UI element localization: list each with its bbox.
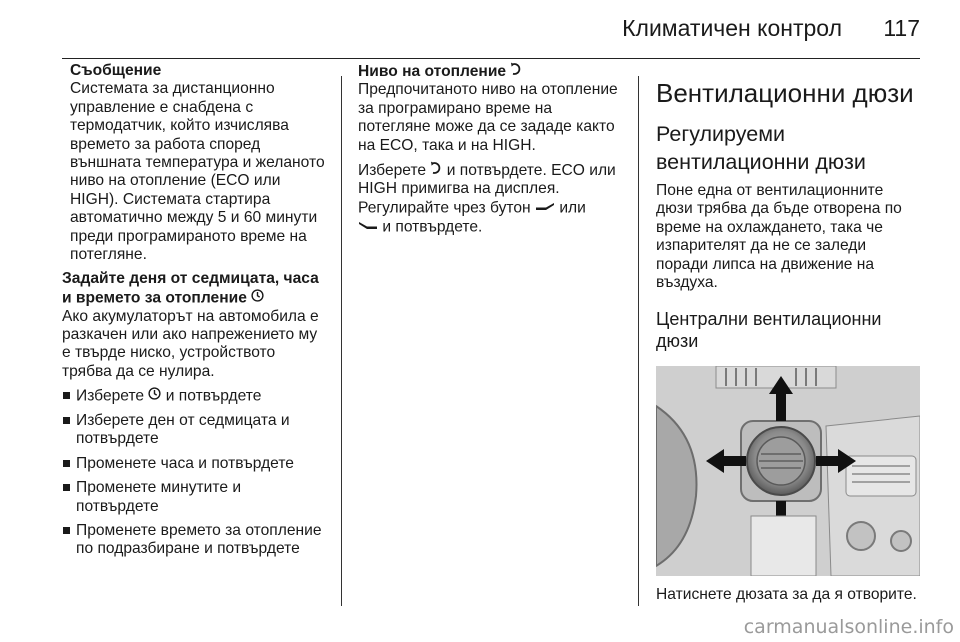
message-block <box>62 62 328 264</box>
page-number: 117 <box>883 15 920 41</box>
select-text-a: Изберете <box>358 161 427 179</box>
heating-level-text: Предпочитаното ниво на отопление за програмирано време на потегляне може да се зададе както на ECO, така и на HIGH. <box>358 81 618 154</box>
central-vent-illustration <box>656 366 920 576</box>
central-vents-heading: Централни вентилационни дюзи <box>656 309 882 352</box>
list-item: Променете времето за отопление по подразбиране и потвърдете <box>62 522 328 559</box>
column-middle <box>358 62 624 236</box>
minus-button-icon <box>535 199 555 217</box>
set-day-text: Ако акумулаторът на автомобила е разкачен или ако напрежението му е твърде ниско, устройството трябва да се нулира. <box>62 307 319 380</box>
select-text-c: или <box>559 199 586 217</box>
set-day-heading-text: Задайте деня от седмицата, часа и времето за отопление <box>62 270 319 307</box>
select-text-d: и потвърдете. <box>382 217 483 235</box>
select-heating-text <box>358 161 624 236</box>
section-title: Вентилационни дюзи <box>656 78 914 108</box>
list-item <box>62 387 328 406</box>
intro-text: Поне една от вентилационните дюзи трябва да бъде отворена по време на охлаждането, така че изпарителят да не се заледи поради липса на движение на въздуха. <box>656 182 902 292</box>
set-day-heading <box>62 270 328 307</box>
vent-illustration-svg <box>656 366 920 576</box>
step-text: Изберете <box>76 387 145 405</box>
clock-icon <box>251 289 264 307</box>
column-divider <box>341 76 342 606</box>
watermark: carmanualsonline.info <box>743 616 954 638</box>
clock-icon <box>148 387 161 405</box>
message-text: Системата за дистанционно управление е снабдена с термодатчик, който изчислява времето за работа според външната температура и желаното ниво на отопление (ECO или HIGH). Системата стартира автоматично между 5 и 60 минути преди програмираното време на потегляне. <box>70 80 325 264</box>
list-item: Променете часа и потвърдете <box>62 455 328 473</box>
column-left <box>62 62 328 565</box>
plus-button-icon <box>358 218 378 236</box>
list-item: Изберете ден от седмицата и потвърдете <box>62 412 328 449</box>
list-item: Променете минутите и потвърдете <box>62 479 328 516</box>
page-header <box>0 0 960 60</box>
subsection-title: Регулируеми вентилационни дюзи <box>656 122 866 174</box>
steps-list <box>62 387 328 559</box>
header-title: Климатичен контрол <box>622 15 842 41</box>
heating-level-icon <box>430 161 442 180</box>
heating-level-heading-text: Ниво на отопление <box>358 62 507 80</box>
heating-level-icon <box>510 62 522 81</box>
heating-level-heading <box>358 62 624 81</box>
step-text-end: и потвърдете <box>165 387 262 405</box>
header-rule <box>62 58 920 59</box>
column-divider <box>638 76 639 606</box>
vent-caption: Натиснете дюзата за да я отворите. <box>656 586 917 604</box>
select-text-b: и потвърдете. ECO или HIGH примигва на дисплея. Регулирайте чрез бутон <box>358 161 616 217</box>
column-right <box>656 62 922 605</box>
message-heading: Съобщение <box>70 62 162 79</box>
